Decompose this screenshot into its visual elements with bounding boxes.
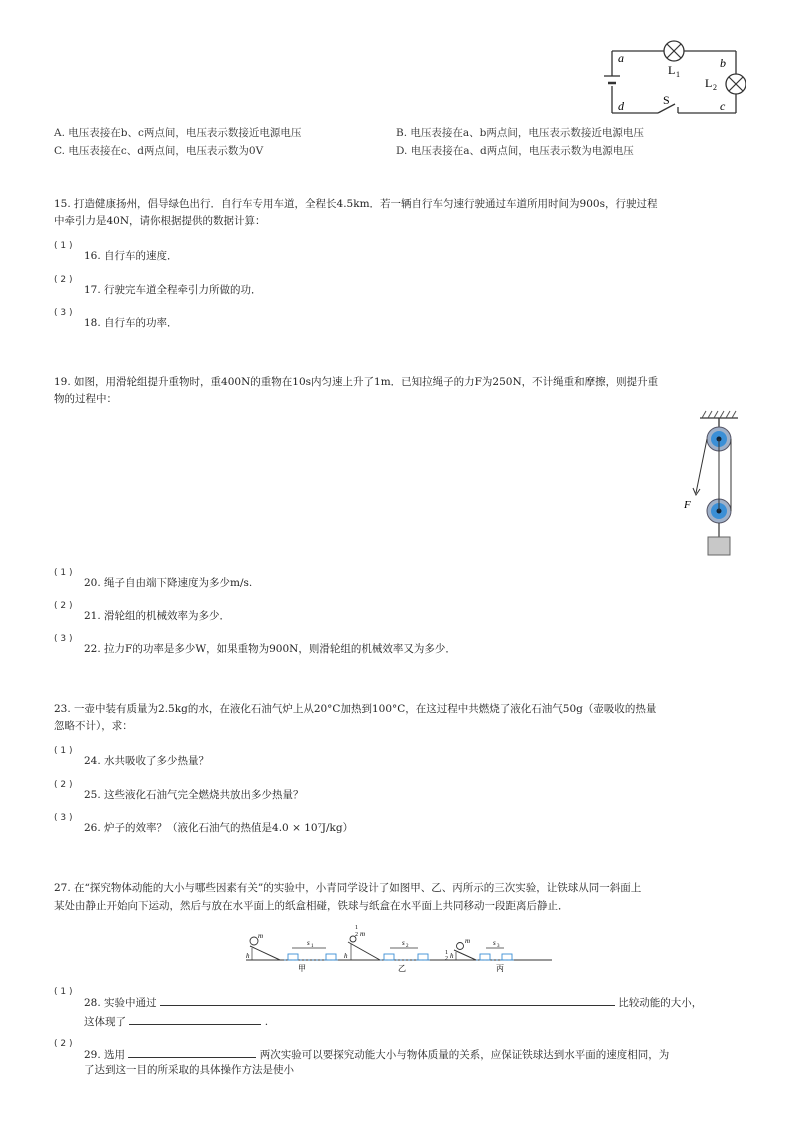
s1-label: s	[307, 939, 310, 947]
height-label-jia: h	[246, 952, 250, 960]
q19-stem-line2: 物的过程中：	[54, 393, 117, 405]
q19-sub3-mark: ( 3 )	[54, 634, 73, 644]
q27-sub2-mark: ( 2 )	[54, 1039, 73, 1049]
label-d: d	[618, 99, 624, 113]
half-mass-num: 1	[355, 925, 358, 931]
q19-sub2-mark: ( 2 )	[54, 601, 73, 611]
q27-stem-line1: 27. 在“探究物体动能的大小与哪些因素有关”的实验中，小青同学设计了如图甲、乙、丙所示的三次实验，让铁球从同一斜面上	[54, 882, 642, 894]
q19-stem-line1: 19. 如图，用滑轮组提升重物时，重400N的重物在10s内匀速上升了1m．已知拉绳子的力F为250N，不计绳重和摩擦，则提升重	[54, 376, 659, 388]
q27-sub2-b: 两次实验可以要探究动能大小与物体质量的关系，应保证铁球达到水平面的速度相同，为	[259, 1049, 670, 1061]
label-s: S	[663, 93, 670, 107]
s1-sub: 1	[311, 944, 314, 949]
setup-yi	[348, 936, 432, 960]
q19-sub3-text: 22. 拉力F的功率是多少W，如果重物为900N，则滑轮组的机械效率又为多少．	[84, 643, 456, 655]
caption-yi: 乙	[398, 964, 406, 973]
answer-blank-29[interactable]	[128, 1045, 256, 1058]
q15-sub3-mark: ( 3 )	[54, 308, 73, 318]
q19-sub1-mark: ( 1 )	[54, 568, 73, 578]
q15-sub2-mark: ( 2 )	[54, 275, 73, 285]
force-label: F	[684, 499, 691, 511]
lamp-l2-icon	[726, 74, 746, 94]
q23-sub2-text: 25. 这些液化石油气完全燃烧共放出多少热量？	[84, 789, 304, 801]
q27-sub1-b: 比较动能的大小，	[618, 997, 703, 1009]
height-label-yi: h	[344, 952, 348, 960]
q19-sub1-text: 20. 绳子自由端下降速度为多少m/s.	[84, 577, 253, 589]
q19-sub2-text: 21. 滑轮组的机械效率为多少．	[84, 610, 231, 622]
q27-sub1-a: 28. 实验中通过	[84, 997, 157, 1009]
half-height-den: 2	[445, 956, 448, 962]
q15-stem-line2: 中牵引力是40N，请你根据提供的数据计算：	[54, 215, 266, 227]
answer-blank-28a[interactable]	[160, 993, 615, 1006]
q23-sub1-mark: ( 1 )	[54, 746, 73, 756]
q15-stem-line1: 15. 打造健康扬州，倡导绿色出行．自行车专用车道，全程长4.5km．若一辆自行车匀速行驶通过车道所用时间为900s，行驶过程	[54, 198, 658, 210]
s2-sub: 2	[406, 944, 409, 949]
setup-jia	[250, 937, 340, 960]
q23-stem-line1: 23. 一壶中装有质量为2.5kg的水，在液化石油气炉上从20°C加热到100°C，在这过程中共燃烧了液化石油气50g（壶吸收的热量	[54, 703, 657, 715]
q27-sub1-d: .	[264, 1016, 269, 1028]
q27-sub1-c: 这体现了	[84, 1016, 126, 1028]
option-c: C. 电压表接在c、d两点间，电压表示数为0V	[54, 145, 264, 157]
circuit-diagram	[596, 38, 746, 120]
mass-label-bing: m	[465, 937, 471, 945]
label-c: c	[720, 99, 726, 113]
mass-label-yi: m	[360, 930, 366, 938]
q15-sub1-text: 16. 自行车的速度．	[84, 250, 178, 262]
q27-sub1-line1	[84, 993, 702, 1012]
pulley-diagram	[676, 408, 746, 558]
half-mass-den: 2	[355, 932, 358, 938]
option-a: A. 电压表接在b、c两点间，电压表示数接近电源电压	[54, 127, 302, 139]
answer-blank-28b[interactable]	[129, 1012, 261, 1025]
q15-sub1-mark: ( 1 )	[54, 241, 73, 251]
q27-sub1-line2	[84, 1012, 268, 1031]
label-a: a	[618, 51, 624, 65]
setup-bing	[454, 943, 516, 961]
s3-label: s	[493, 939, 496, 947]
q27-sub1-mark: ( 1 )	[54, 987, 73, 997]
q27-sub2-line2: 了达到这一目的所采取的具体操作方法是使小	[84, 1064, 294, 1076]
q15-sub2-text: 17. 行驶完车道全程牵引力所做的功．	[84, 284, 262, 296]
caption-jia: 甲	[298, 964, 306, 973]
s3-sub: 3	[497, 944, 500, 949]
s2-label: s	[402, 939, 405, 947]
option-d: D. 电压表接在a、d两点间，电压表示数为电源电压	[396, 145, 634, 157]
q23-sub2-mark: ( 2 )	[54, 780, 73, 790]
label-l1-sub: 1	[676, 70, 680, 79]
half-height-num: 1	[445, 950, 448, 956]
weight-block	[708, 537, 730, 555]
experiment-figure	[240, 922, 555, 974]
q23-sub3-text: 26. 炉子的效率？（液化石油气的热值是4.0 × 10⁷J/kg）	[84, 822, 354, 834]
label-l2: L	[705, 76, 713, 90]
option-b: B. 电压表接在a、b两点间，电压表示数接近电源电压	[396, 127, 644, 139]
q27-sub2-a: 29. 选用	[84, 1049, 126, 1061]
q27-stem-line2: 某处由静止开始向下运动，然后与放在水平面上的纸盒相碰，铁球与纸盒在水平面上共同移动一段距离后静止．	[54, 900, 569, 912]
lamp-l1-icon	[664, 41, 684, 61]
q23-stem-line2: 忽略不计），求：	[54, 720, 133, 732]
q23-sub1-text: 24. 水共吸收了多少热量？	[84, 755, 210, 767]
label-l1: L	[668, 63, 676, 77]
q15-sub3-text: 18. 自行车的功率．	[84, 317, 178, 329]
label-l2-sub: 2	[713, 83, 717, 92]
mass-label-jia: m	[258, 932, 264, 940]
q23-sub3-mark: ( 3 )	[54, 813, 73, 823]
height-label-bing: h	[450, 952, 454, 960]
caption-bing: 丙	[496, 964, 504, 973]
label-b: b	[720, 56, 726, 70]
